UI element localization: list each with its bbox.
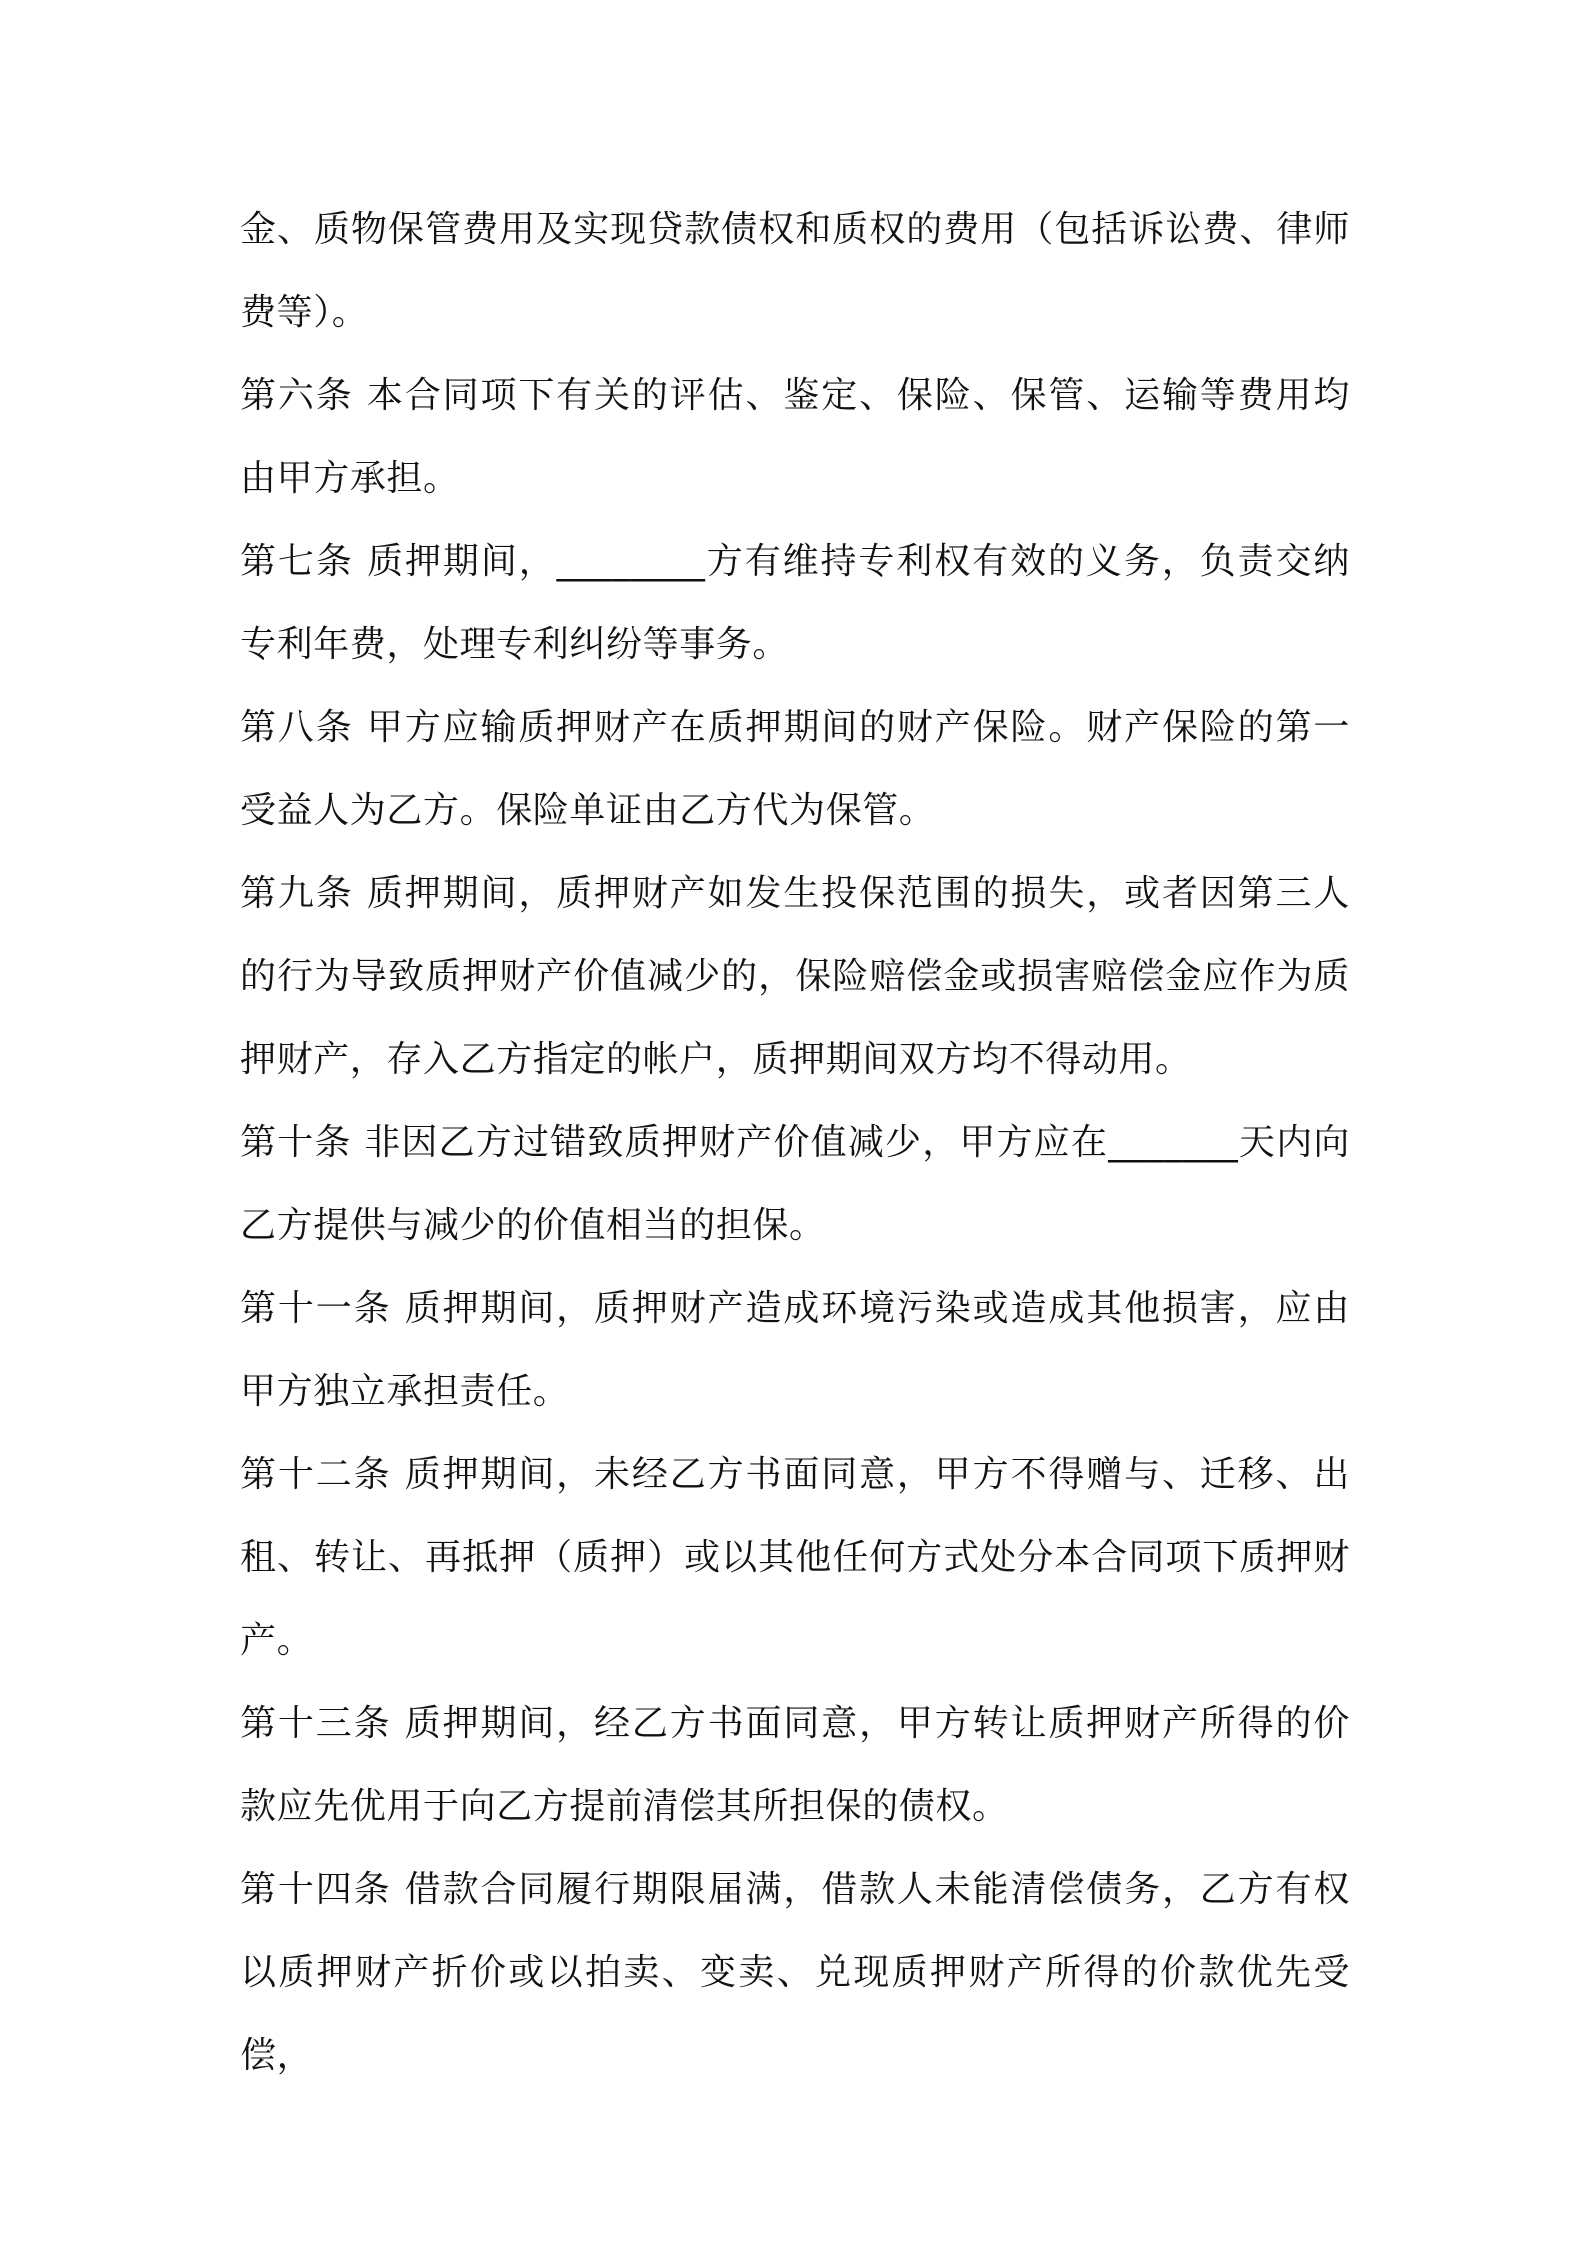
article-7: 第七条 质押期间，________方有维持专利权有效的义务，负责交纳专利年费，处理专利纠纷等事务。 [240, 541, 1350, 665]
article-10: 第十条 非因乙方过错致质押财产价值减少，甲方应在_______天内向乙方提供与减少的价值相当的担保。 [240, 1122, 1350, 1246]
article-11: 第十一条 质押期间，质押财产造成环境污染或造成其他损害，应由甲方独立承担责任。 [240, 1288, 1350, 1412]
article-8: 第八条 甲方应输质押财产在质押期间的财产保险。财产保险的第一受益人为乙方。保险单证由乙方代为保管。 [240, 707, 1350, 831]
article-13: 第十三条 质押期间，经乙方书面同意，甲方转让质押财产所得的价款应先优用于向乙方提前清偿其所担保的债权。 [240, 1703, 1350, 1827]
paragraph-continuation: 金、质物保管费用及实现贷款债权和质权的费用（包括诉讼费、律师费等）。 [240, 209, 1350, 333]
article-14: 第十四条 借款合同履行期限届满，借款人未能清偿债务，乙方有权以质押财产折价或以拍卖、变卖、兑现质押财产所得的价款优先受偿， [240, 1869, 1350, 2076]
document-body [240, 188, 1350, 2097]
article-12: 第十二条 质押期间，未经乙方书面同意，甲方不得赠与、迁移、出租、转让、再抵押（质押）或以其他任何方式处分本合同项下质押财产。 [240, 1454, 1350, 1661]
article-6: 第六条 本合同项下有关的评估、鉴定、保险、保管、运输等费用均由甲方承担。 [240, 375, 1350, 499]
article-9: 第九条 质押期间，质押财产如发生投保范围的损失，或者因第三人的行为导致质押财产价值减少的，保险赔偿金或损害赔偿金应作为质押财产，存入乙方指定的帐户，质押期间双方均不得动用。 [240, 873, 1350, 1080]
